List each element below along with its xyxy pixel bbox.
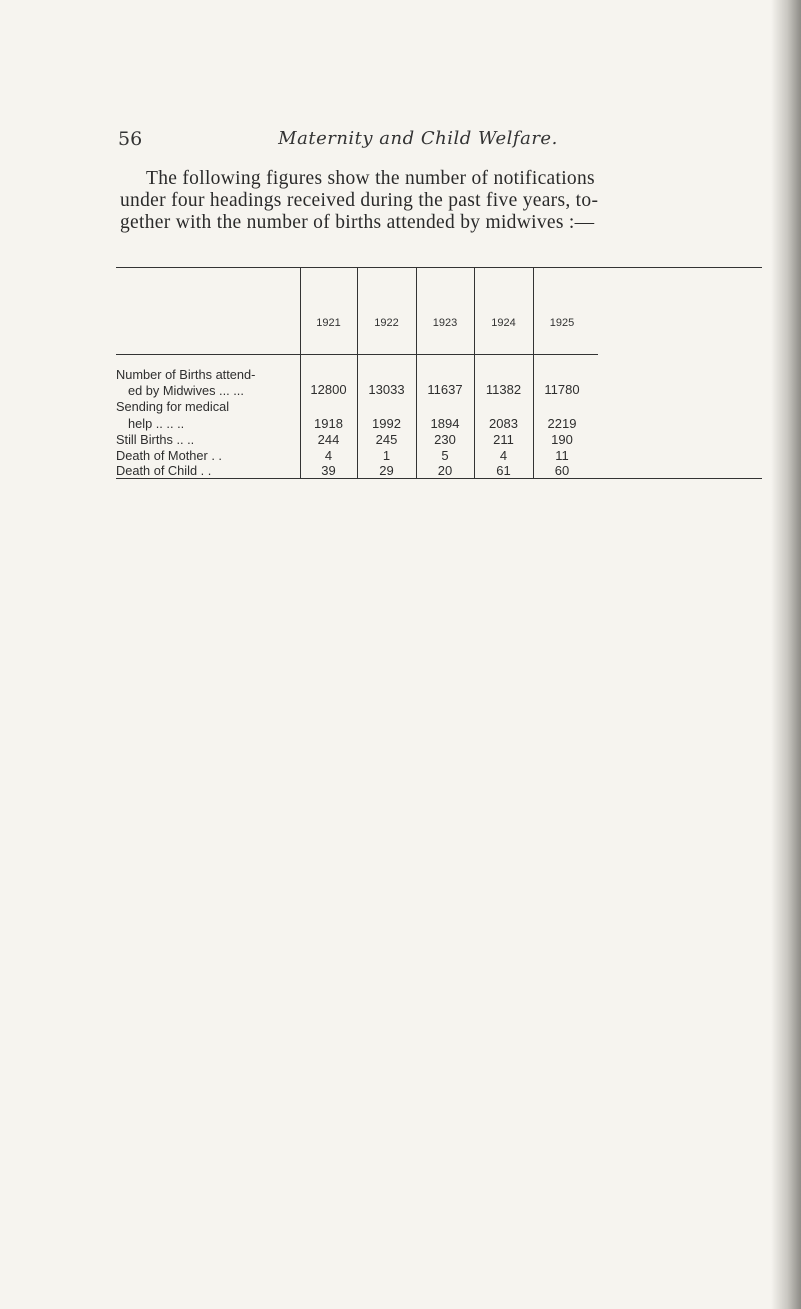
table-cell: 29 <box>379 463 394 478</box>
row-label-continued: ed by Midwives ... ... <box>128 383 244 398</box>
page-number: 56 <box>118 128 143 150</box>
year-header: 1922 <box>374 317 399 329</box>
table-cell: 230 <box>434 432 456 447</box>
row-label-continued: help .. .. .. <box>128 416 185 431</box>
table-cell: 4 <box>499 448 508 463</box>
table-bottom-rule <box>116 478 762 479</box>
table-cell: 12800 <box>310 382 347 397</box>
table-cell: 13033 <box>368 382 405 397</box>
row-label: Still Births .. .. <box>116 432 195 447</box>
intro-line: gether with the number of births attended by midwives :— <box>120 212 595 233</box>
intro-line: under four headings received during the past five years, to- <box>120 190 599 211</box>
table-cell: 39 <box>321 463 336 478</box>
table-cell: 11637 <box>427 382 463 397</box>
table-cell: 244 <box>317 432 340 447</box>
table-cell: 11382 <box>485 382 522 397</box>
table-cell: 60 <box>554 463 570 478</box>
intro-line: The following figures show the number of notifications <box>146 168 595 189</box>
table-cell: 20 <box>437 463 453 478</box>
table-cell: 211 <box>493 432 514 447</box>
table-cell: 1992 <box>372 416 401 431</box>
table-cell: 4 <box>324 448 333 463</box>
row-label: Sending for medical <box>116 399 230 414</box>
row-label: Number of Births attend- <box>116 367 256 382</box>
running-title: Maternity and Child Welfare. <box>278 128 558 149</box>
year-header: 1923 <box>432 317 458 329</box>
table-cell: 1894 <box>430 416 460 431</box>
row-label: Death of Mother . . <box>116 448 222 463</box>
table-cell: 2219 <box>547 416 577 431</box>
table-cell: 61 <box>496 463 511 478</box>
table-cell: 5 <box>441 448 449 463</box>
table-cell: 245 <box>375 432 398 447</box>
table-cell: 1918 <box>314 416 343 431</box>
row-label: Death of Child . . <box>116 463 212 478</box>
table-cell: 190 <box>551 432 573 447</box>
year-header: 1924 <box>491 317 516 329</box>
year-header: 1921 <box>316 317 341 329</box>
table-cell: 11780 <box>544 382 580 397</box>
year-header: 1925 <box>549 317 575 329</box>
table-cell: 2083 <box>489 416 518 431</box>
table-cell: 11 <box>555 448 569 463</box>
table-top-rule <box>116 267 762 268</box>
table-cell: 1 <box>382 448 391 463</box>
